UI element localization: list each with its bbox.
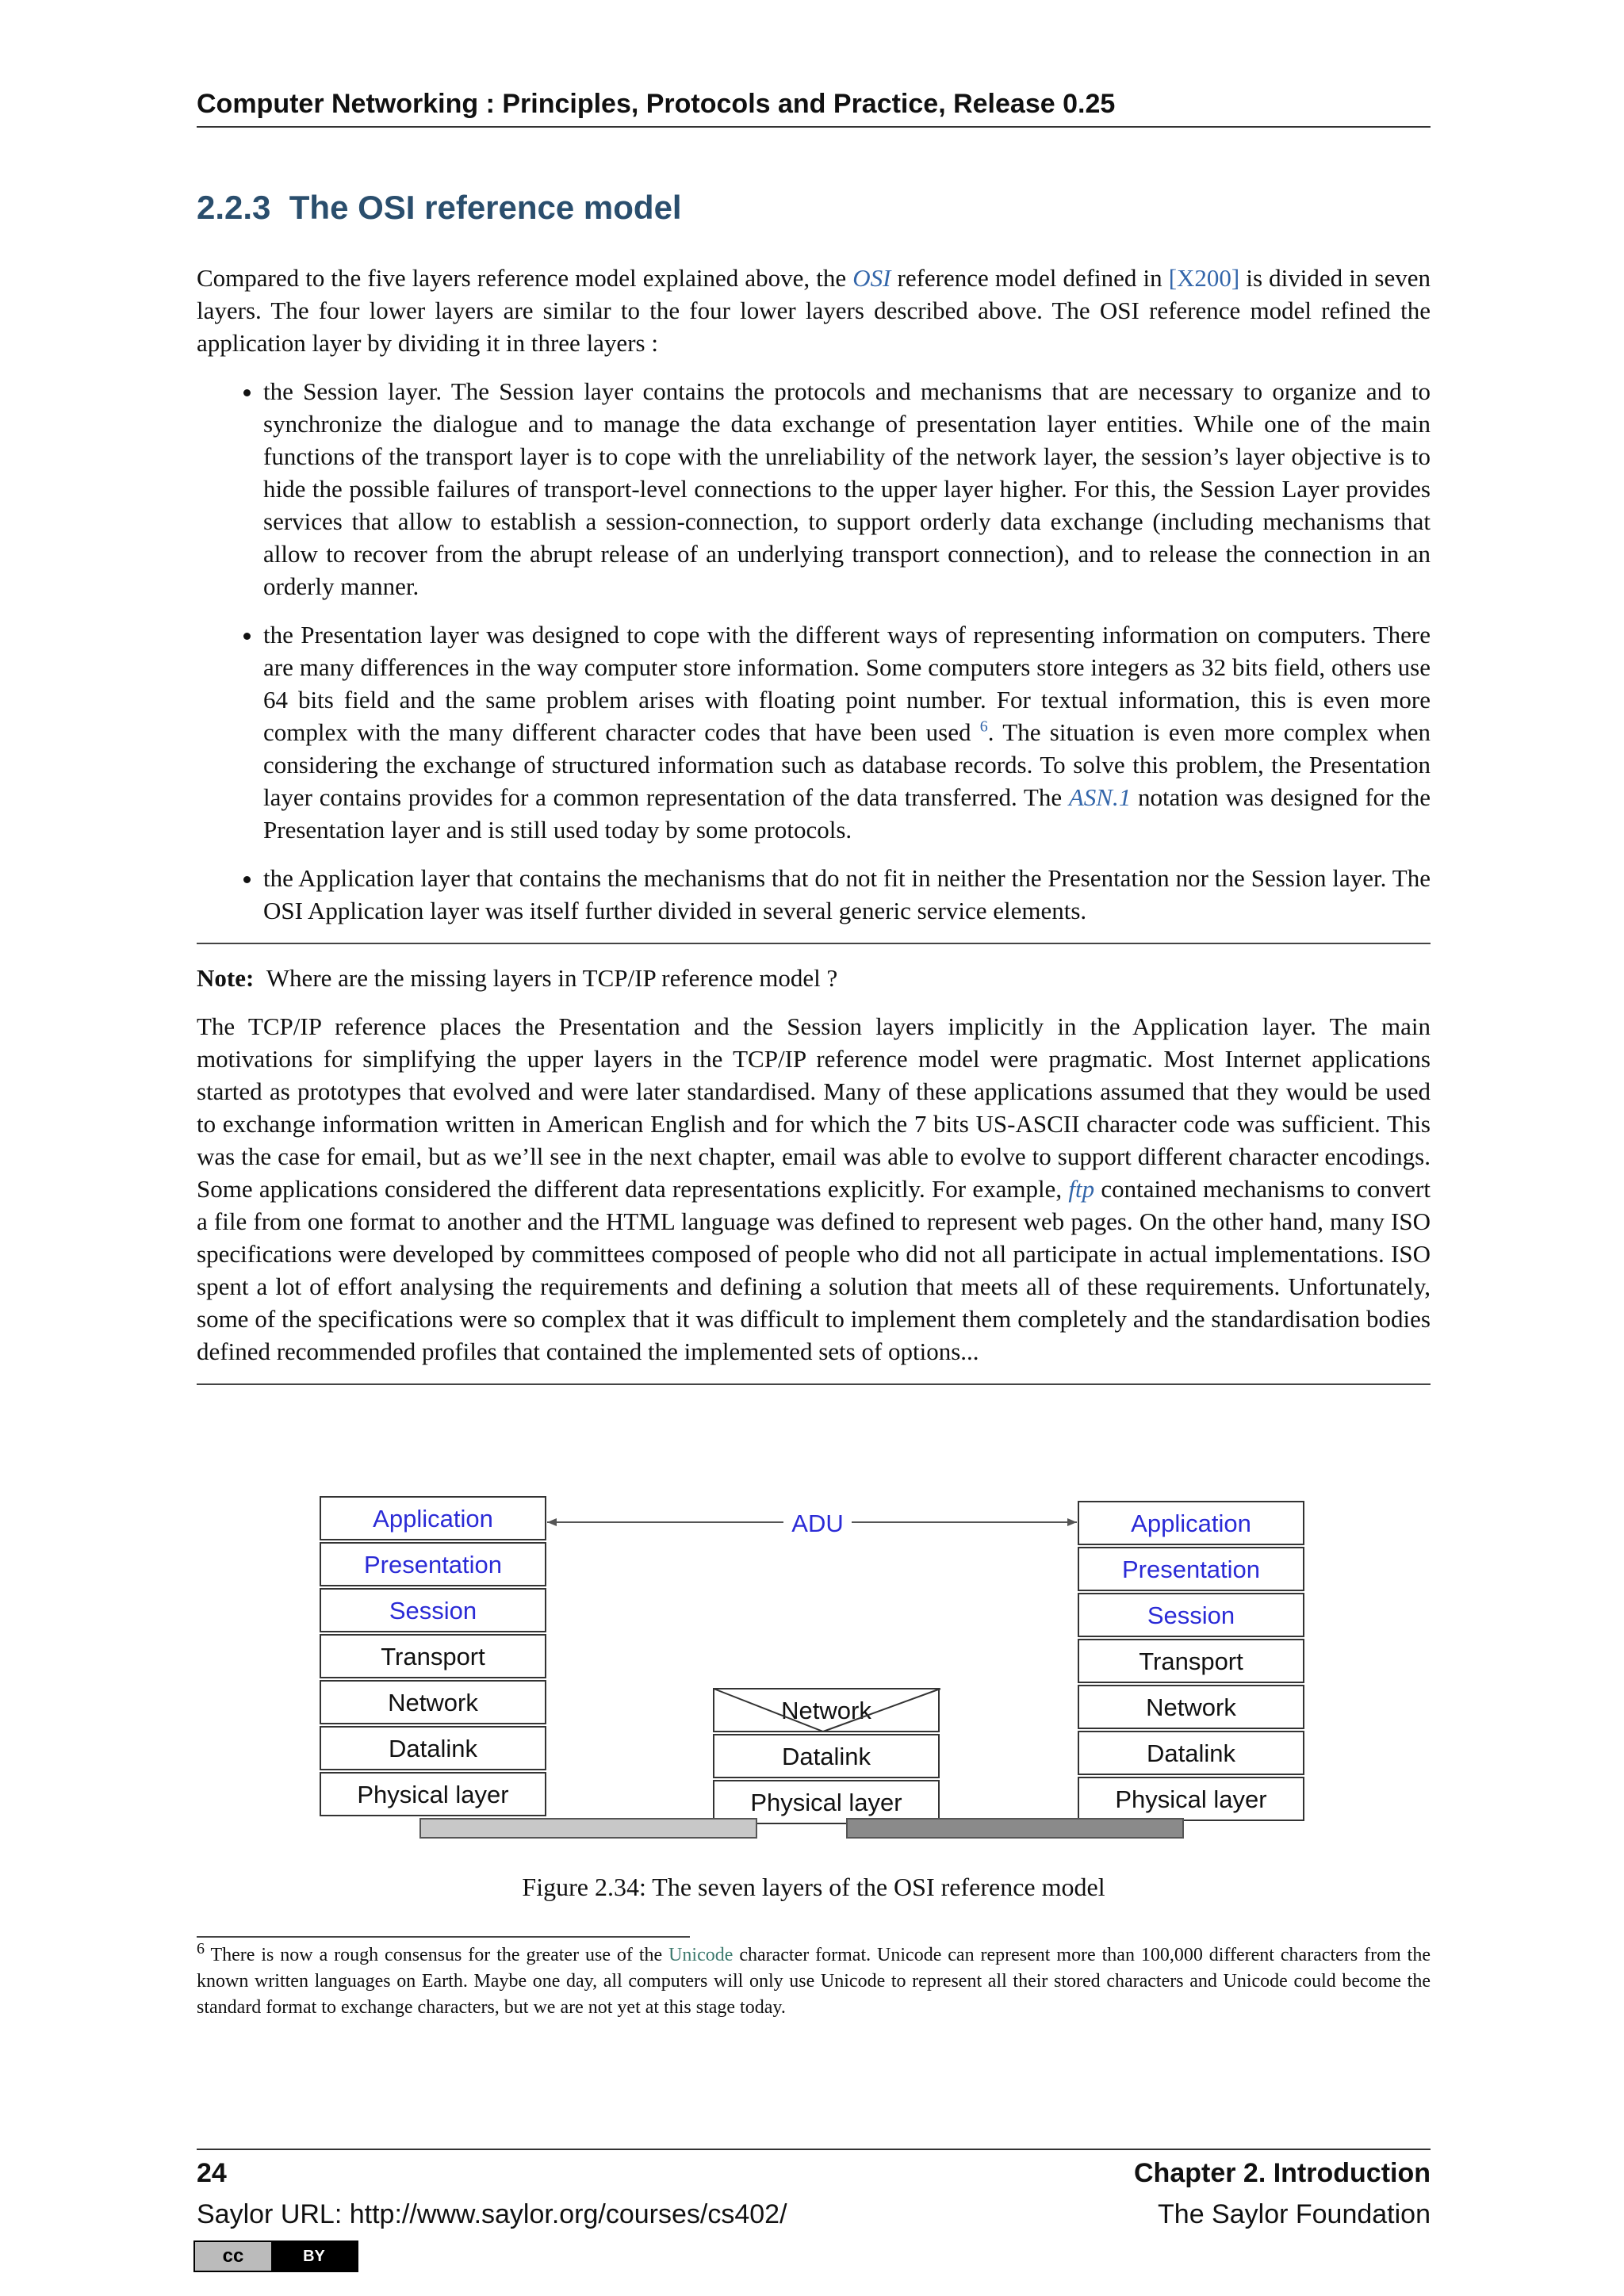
- footnote-text-2: character format. Unicode can represent more than 100,000 different characters from the known written languages on Earth. Maybe one day, all computers will only use Unicode to represent all their stored characters and Unicode could become the standard format to exchange characters, but we are not yet at this stage today.: [197, 1945, 1431, 2018]
- presentation-text-3: notation was designed for the Presentation layer and is still used today by some protocols.: [263, 783, 1431, 844]
- page-number: 24: [197, 2158, 227, 2188]
- note-bottom-rule: [197, 1383, 1431, 1385]
- left-layer-network-label: Network: [388, 1689, 478, 1716]
- footnote-marker: 6: [197, 1940, 205, 1957]
- right-layer-physical-layer-label: Physical layer: [1115, 1785, 1267, 1813]
- cc-by-license-badge[interactable]: [193, 2241, 358, 2272]
- running-header: Computer Networking : Principles, Protocols and Practice, Release 0.25: [197, 89, 1431, 128]
- footnote-text-1: There is now a rough consensus for the greater use of the: [205, 1945, 669, 1965]
- chapter-label: Chapter 2. Introduction: [1134, 2158, 1431, 2188]
- left-layer-physical-layer-label: Physical layer: [357, 1781, 509, 1808]
- left-layer-stack: [320, 1497, 546, 1816]
- left-layer-presentation-label: Presentation: [363, 1551, 503, 1578]
- note-paragraph: [197, 1010, 1431, 1368]
- intro-paragraph: [197, 262, 1431, 359]
- osi-diagram: [197, 1476, 1431, 1920]
- cc-icon: cc: [195, 2242, 271, 2271]
- left-layer-application-label: Application: [373, 1505, 493, 1533]
- middle-layer-network-label: Network: [781, 1697, 871, 1724]
- right-layer-network-label: Network: [1146, 1693, 1236, 1721]
- saylor-url: Saylor URL: http://www.saylor.org/courses/cs402/: [197, 2199, 787, 2229]
- unicode-link[interactable]: Unicode: [668, 1945, 733, 1965]
- note-question-text: Where are the missing layers in TCP/IP reference model ?: [266, 964, 838, 992]
- section-number: 2.2.3: [197, 189, 271, 226]
- main-body: [197, 262, 1431, 1402]
- footnote-6-ref[interactable]: 6: [979, 718, 988, 736]
- by-icon: BY: [303, 2247, 325, 2265]
- adu-label: ADU: [791, 1510, 844, 1537]
- note-text-2: contained mechanisms to convert a file from one format to another and the HTML language was defined to represent web pages. On the other hand, many ISO specifications were developed by committees composed of people who did not all participate in actual implementations. ISO spent a lot of effort analysing the requirements and defining a solution that meets all of these requirements. Unfortunately, some of the specifications were so complex that it was difficult to implement them completely and the standardisation bodies defined recommended profiles that contained the implemented sets of options...: [197, 1175, 1431, 1365]
- right-layer-application-label: Application: [1131, 1510, 1251, 1537]
- footnote-rule: [197, 1936, 690, 1938]
- presentation-text-1: the Presentation layer was designed to cope with the different ways of representing information on computers. There are many differences in the way computer store information. Some computers store integers as 32 bits field, others use 64 bits field and the same problem arises with floating point number. For textual information, this is even more complex with the many different character codes that have been used: [263, 621, 1431, 746]
- figure-caption: Figure 2.34: The seven layers of the OSI reference model: [522, 1873, 1105, 1901]
- right-layer-datalink-label: Datalink: [1147, 1739, 1235, 1767]
- section-title: [197, 189, 682, 227]
- right-layer-transport-label: Transport: [1139, 1647, 1243, 1675]
- note-text-1: The TCP/IP reference places the Presentation and the Session layers implicitly in the Application layer. The main motivations for simplifying the upper layers in the TCP/IP reference model were pragmatic. Most Internet applications started as prototypes that evolved and were later standardised. Many of these applications assumed that they would be used to exchange information written in American English and for which the 7 bits US-ASCII character code was sufficient. This was the case for email, but as we’ll see in the next chapter, email was able to evolve to support different character encodings. Some applications considered the different data representations explicitly. For example,: [197, 1012, 1431, 1203]
- ftp-link[interactable]: ftp: [1068, 1175, 1095, 1203]
- right-layer-presentation-label: Presentation: [1121, 1556, 1261, 1583]
- section-heading: The OSI reference model: [289, 189, 682, 226]
- osi-figure: [197, 1476, 1431, 1920]
- footer-rule: [197, 2149, 1431, 2150]
- physical-link-right: [847, 1819, 1183, 1838]
- note-label: Note:: [197, 964, 255, 992]
- physical-link-left: [420, 1819, 756, 1838]
- footnote: [197, 1942, 1431, 2021]
- presentation-text-2: . The situation is even more complex when considering the exchange of structured information such as database records. To solve this problem, the Presentation layer contains provides for a common representation of the data transferred. The: [263, 718, 1431, 811]
- asn1-link[interactable]: ASN.1: [1068, 783, 1132, 811]
- adu-arrow: [547, 1510, 1077, 1537]
- right-layer-session-label: Session: [1147, 1601, 1235, 1629]
- list-item-application: • the Application layer that contains the mechanisms that do not fit in neither the Presentation nor the Session layer. The OSI Application layer was itself further divided in several generic service elements.: [263, 862, 1431, 927]
- note-question: [197, 962, 1431, 994]
- list-item-session: • the Session layer. The Session layer contains the protocols and mechanisms that are necessary to organize and to synchronize the dialogue and to manage the data exchange of presentation layer entities. While one of the main functions of the transport layer is to cope with the unreliability of the network layer, the session’s layer objective is to hide the possible failures of transport-level connections to the upper layer higher. For this, the Session Layer provides services that allow to establish a session-connection, to support orderly data exchange (including mechanisms that allow to recover from the abrupt release of an underlying transport connection), and to release the connection in an orderly manner.: [263, 375, 1431, 603]
- intro-text-2: reference model defined in: [891, 264, 1169, 292]
- left-layer-session-label: Session: [389, 1597, 477, 1624]
- intro-text-1: Compared to the five layers reference model explained above, the: [197, 264, 853, 292]
- osi-link[interactable]: OSI: [852, 264, 891, 292]
- left-layer-transport-label: Transport: [381, 1643, 485, 1670]
- note-top-rule: [197, 943, 1431, 944]
- middle-layer-datalink-label: Datalink: [782, 1743, 871, 1770]
- right-layer-stack: [1078, 1502, 1304, 1820]
- left-layer-datalink-label: Datalink: [389, 1735, 477, 1762]
- middle-layer-physical-layer-label: Physical layer: [750, 1789, 902, 1816]
- middle-layer-stack: [714, 1689, 939, 1823]
- intro-text-3: is divided in seven layers. The four lower layers are similar to the four lower layers described above. The OSI reference model refined the application layer by dividing it in three layers :: [197, 264, 1431, 357]
- upper-layers-list: [197, 375, 1431, 927]
- saylor-foundation: The Saylor Foundation: [1158, 2199, 1431, 2229]
- list-item-presentation: [263, 618, 1431, 846]
- x200-citation-link[interactable]: [X200]: [1168, 264, 1240, 292]
